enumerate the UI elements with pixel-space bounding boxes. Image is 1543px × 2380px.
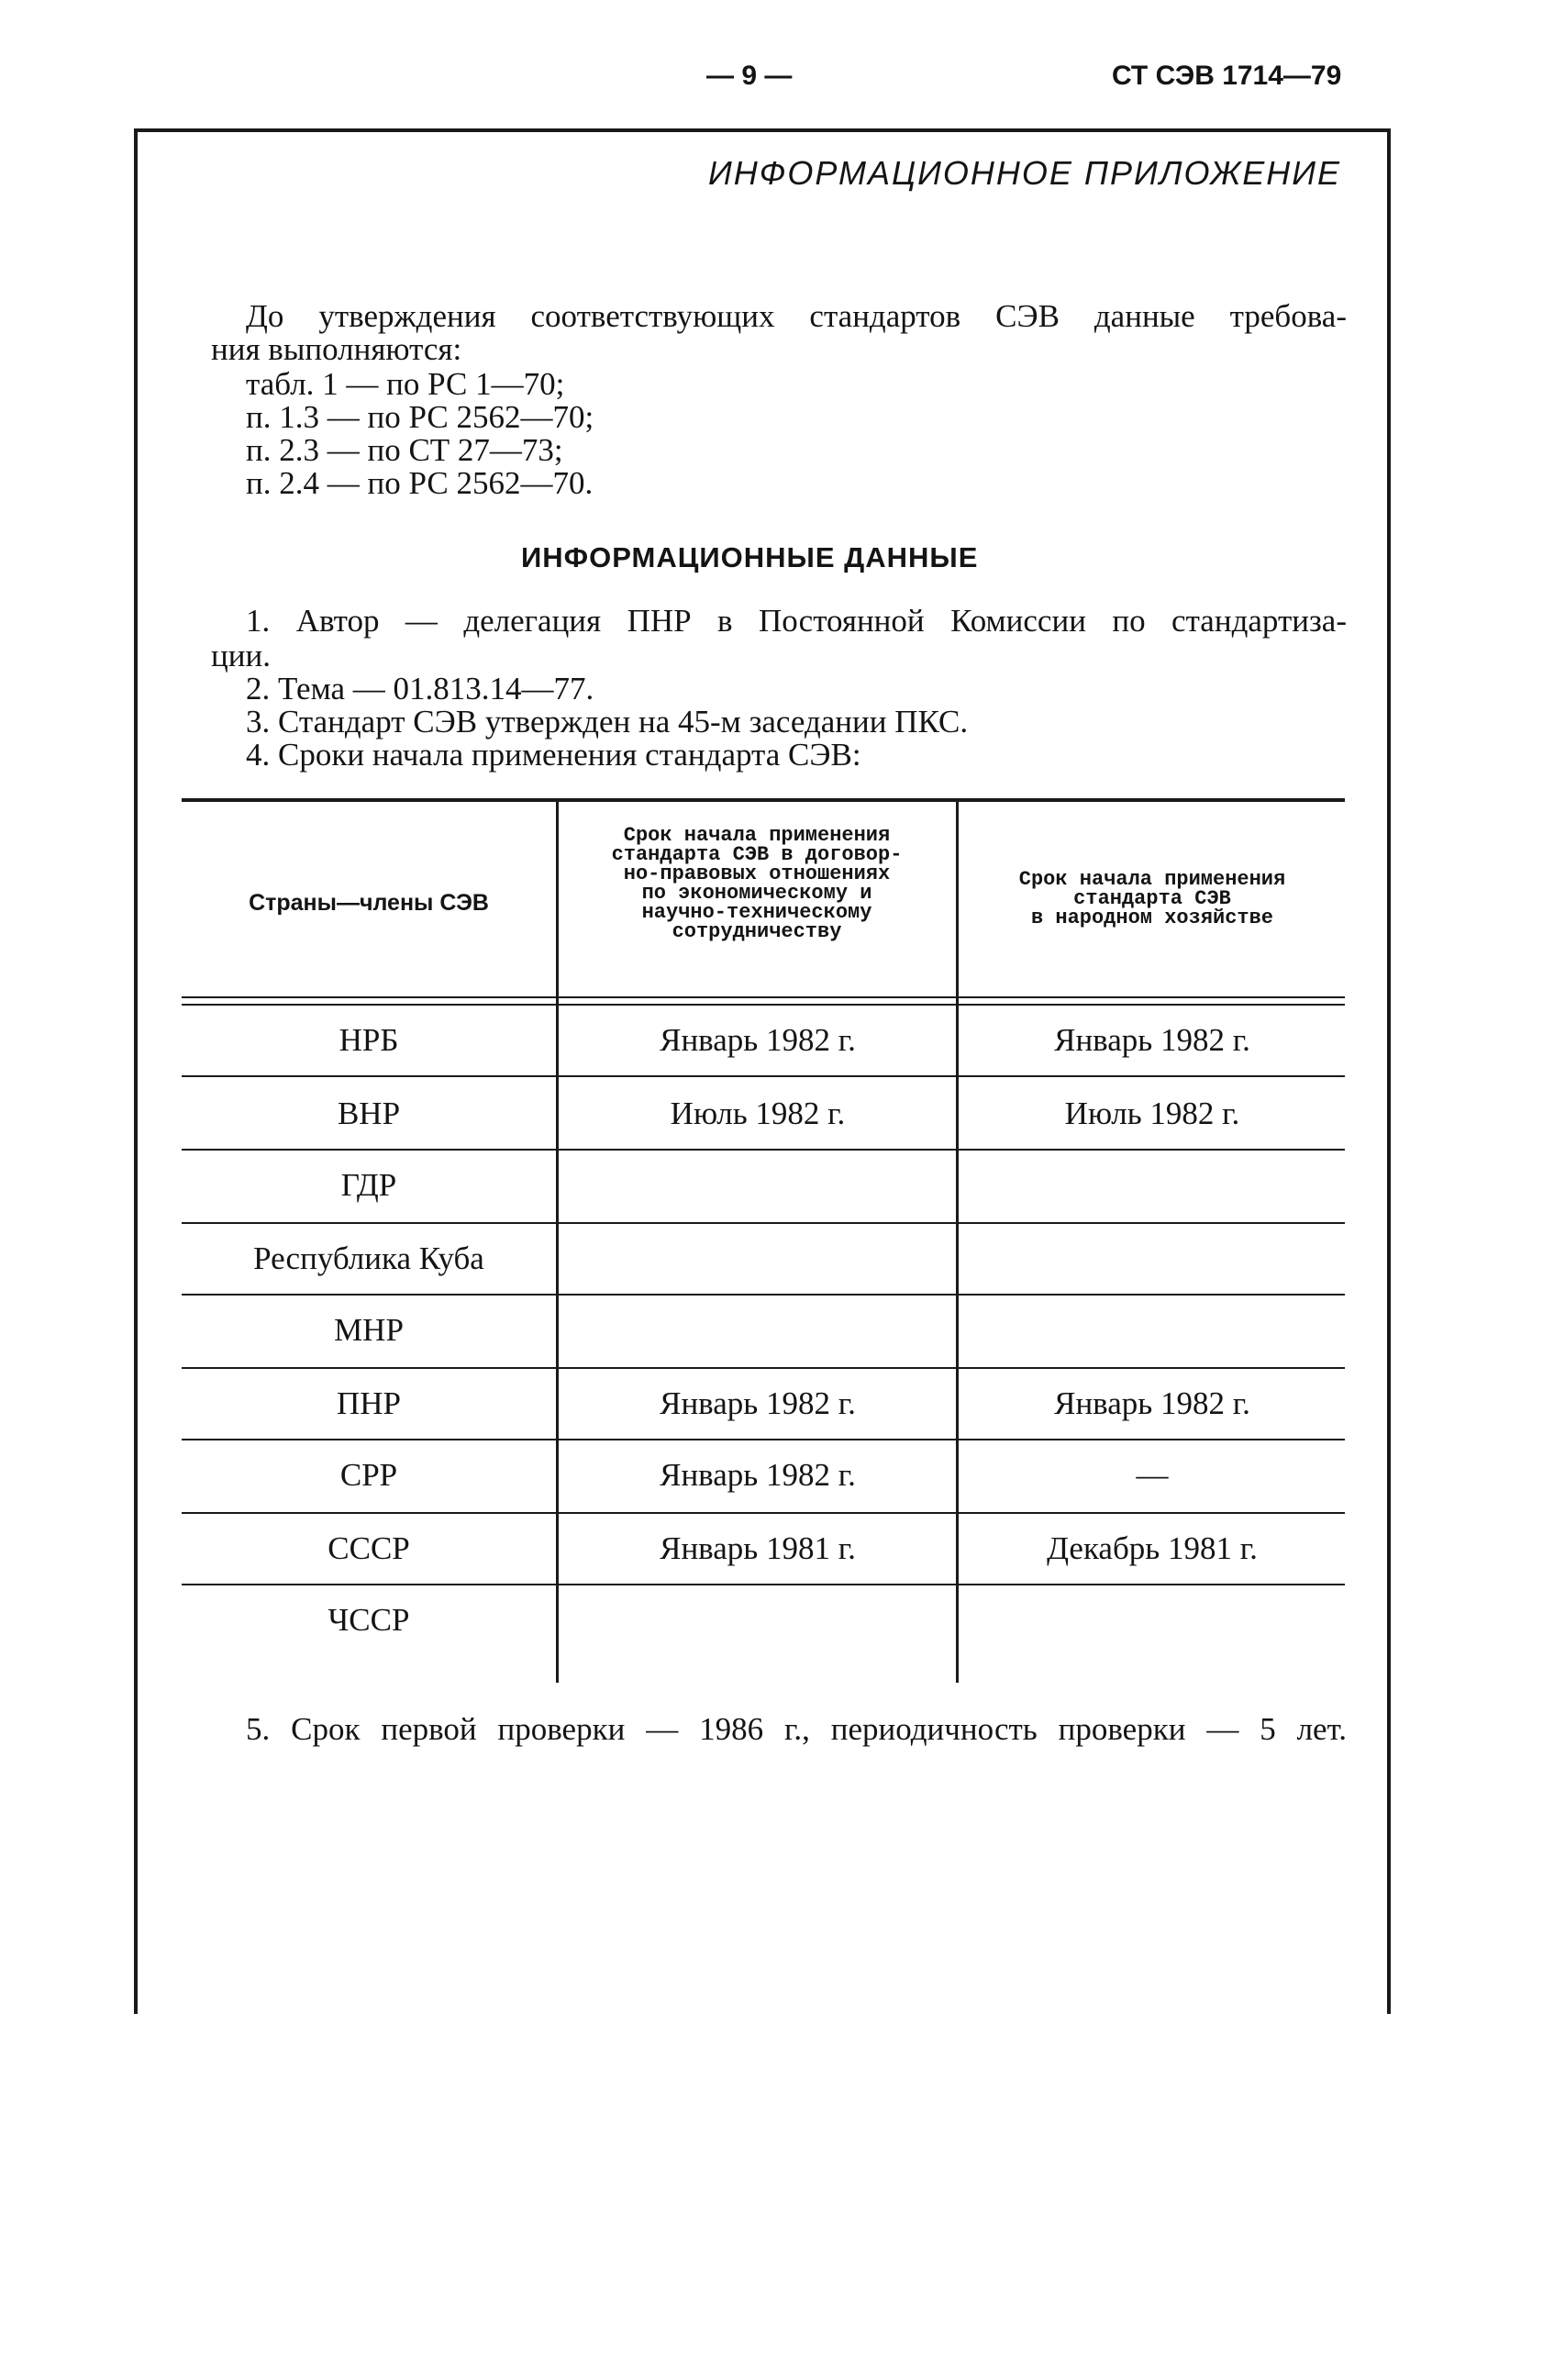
standard-code: СТ СЭВ 1714—79 [1112, 61, 1342, 91]
info-item-5: 5. Срок первой проверки — 1986 г., периодичность проверки — 5 лет. [246, 1711, 1347, 1747]
table-row [182, 1022, 1345, 1059]
table-header-rule [182, 996, 1345, 998]
cell-country: ПНР [336, 1385, 402, 1421]
info-item-2: 2. Тема — 01.813.14—77. [246, 671, 594, 706]
column-header-contract-date [560, 826, 954, 941]
column-header-countries: Страны—члены СЭВ [249, 890, 489, 916]
cell-economy-date: — [1136, 1457, 1169, 1493]
table-row [182, 1385, 1345, 1422]
header-line: сотрудничеству [672, 920, 842, 943]
appendix-item: табл. 1 — по РС 1—70; [246, 366, 565, 402]
header-line: Срок начала применения [1018, 868, 1286, 891]
cell-country: ГДР [340, 1167, 397, 1203]
frame-top-rule [136, 128, 1389, 132]
info-item-1-line-1: 1. Автор — делегация ПНР в Постоянной Комиссии по стандартиза- [246, 603, 1347, 639]
cell-economy-date: Декабрь 1981 г. [1047, 1530, 1258, 1566]
table-row [182, 1095, 1345, 1132]
header-line: Срок начала применения [623, 824, 891, 847]
table-row [182, 1602, 1345, 1639]
cell-contract-date: Июль 1982 г. [670, 1095, 846, 1131]
cell-country: МНР [334, 1312, 404, 1348]
table-row-rule [182, 1075, 1345, 1077]
frame-right-rule [1387, 128, 1391, 2014]
cell-contract-date: Январь 1982 г. [660, 1385, 856, 1421]
table-row-rule [182, 1294, 1345, 1296]
table-row-rule [182, 1222, 1345, 1224]
info-item-4: 4. Сроки начала применения стандарта СЭВ: [246, 737, 861, 773]
cell-country: НРБ [339, 1022, 399, 1058]
table-top-rule [182, 798, 1345, 802]
cell-country: ВНР [337, 1095, 401, 1131]
cell-country: СРР [339, 1457, 398, 1493]
table-row-rule [182, 1149, 1345, 1151]
header-line: по экономическому и [641, 882, 872, 905]
cell-economy-date: Январь 1982 г. [1054, 1385, 1250, 1421]
header-line: стандарта СЭВ [1073, 887, 1231, 910]
cell-economy-date: Июль 1982 г. [1064, 1095, 1240, 1131]
appendix-title: ИНФОРМАЦИОННОЕ ПРИЛОЖЕНИЕ [708, 154, 1342, 192]
page-number: — 9 — [706, 61, 793, 91]
table-row [182, 1167, 1345, 1204]
table-row-rule [182, 1512, 1345, 1514]
frame-left-rule [134, 128, 138, 2014]
table-row-rule [182, 1367, 1345, 1369]
table-row [182, 1312, 1345, 1349]
cell-country: СССР [327, 1530, 410, 1566]
header-line: в народном хозяйстве [1030, 906, 1274, 929]
cell-contract-date: Январь 1982 г. [660, 1457, 856, 1493]
table-row-rule [182, 1584, 1345, 1585]
appendix-item: п. 1.3 — по РС 2562—70; [246, 399, 594, 435]
table-row-rule [182, 1439, 1345, 1440]
cell-country: Республика Куба [253, 1240, 484, 1276]
column-header-economy-date [960, 870, 1345, 928]
table-header-rule [182, 1004, 1345, 1006]
table-row [182, 1240, 1345, 1277]
table-row [182, 1457, 1345, 1494]
table-row [182, 1530, 1345, 1567]
header-line: но-правовых отношениях [623, 862, 891, 885]
appendix-intro-line-2: ния выполняются: [211, 331, 462, 367]
info-item-3: 3. Стандарт СЭВ утвержден на 45-м заседании ПКС. [246, 704, 969, 740]
appendix-intro-line-1: До утверждения соответствующих стандартов СЭВ данные требова- [246, 298, 1347, 334]
appendix-item: п. 2.3 — по СТ 27—73; [246, 432, 563, 468]
header-line: стандарта СЭВ в договор- [611, 843, 903, 866]
appendix-item: п. 2.4 — по РС 2562—70. [246, 465, 594, 501]
cell-country: ЧССР [327, 1602, 410, 1638]
info-title: ИНФОРМАЦИОННЫЕ ДАННЫЕ [521, 541, 979, 573]
cell-contract-date: Январь 1982 г. [660, 1022, 856, 1058]
header-line: научно-техническому [641, 901, 872, 924]
cell-economy-date: Январь 1982 г. [1054, 1022, 1250, 1058]
info-item-1-line-2: ции. [211, 638, 271, 673]
cell-contract-date: Январь 1981 г. [660, 1530, 856, 1566]
